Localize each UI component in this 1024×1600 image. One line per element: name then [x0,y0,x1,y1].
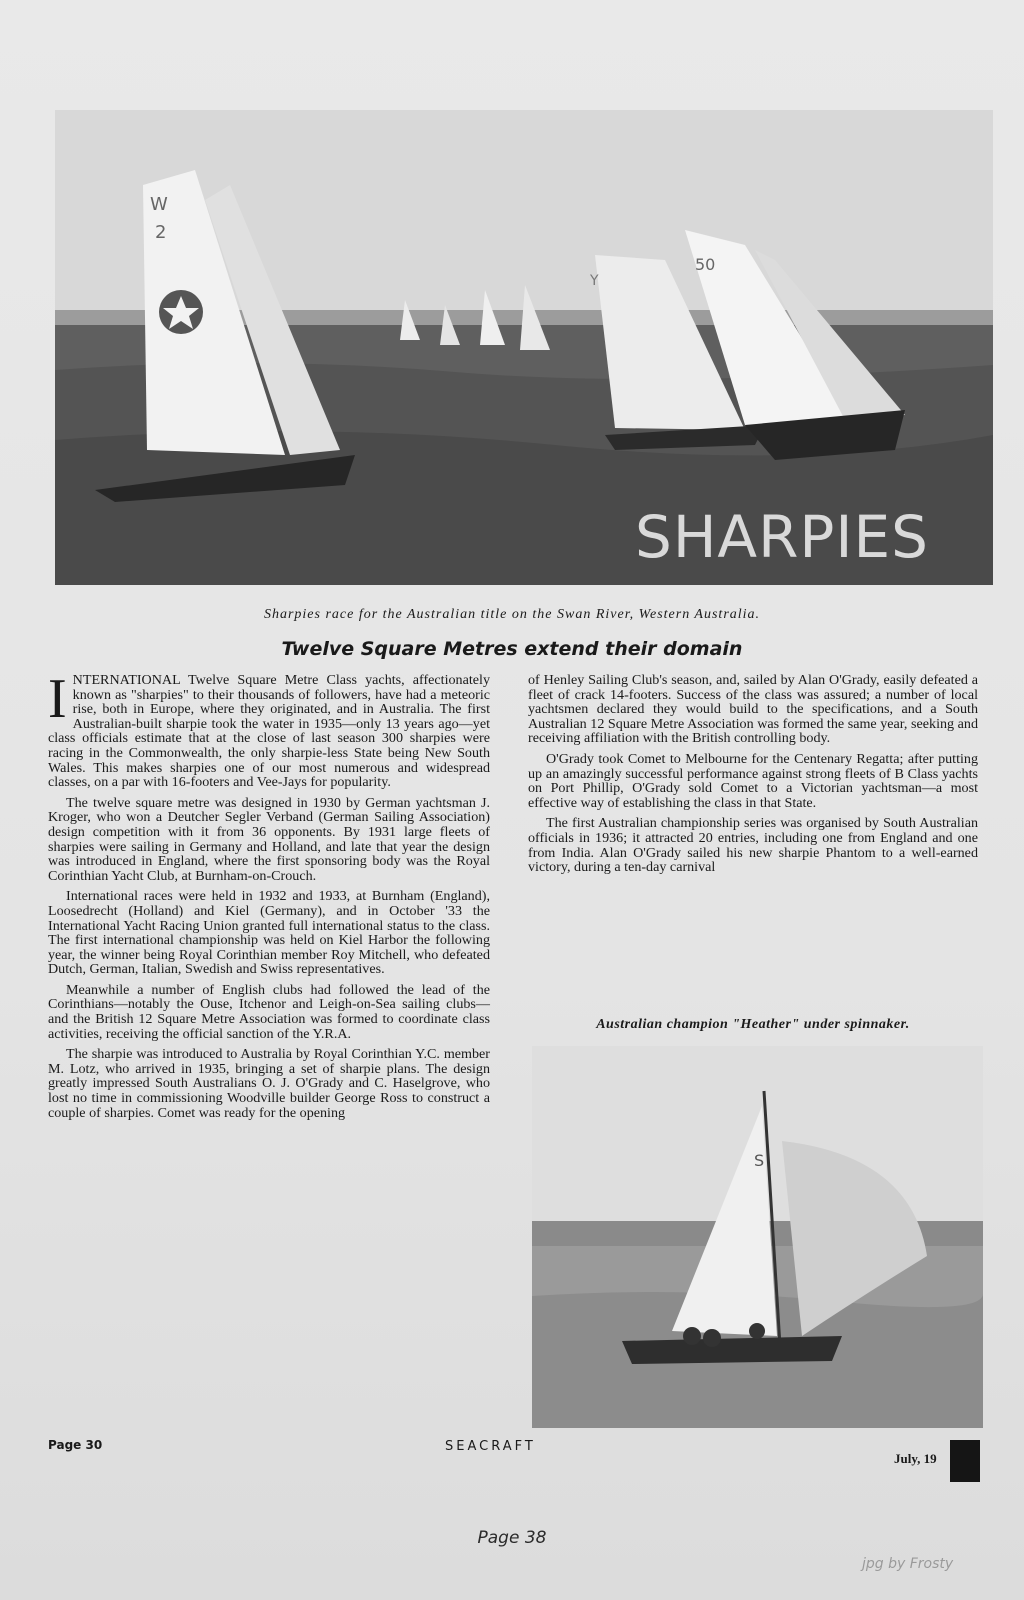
scan-page-number: Page 38 [477,1528,547,1548]
article-paragraph: The twelve square metre was designed in 1930 by German yachtsman J. Kroger, who won a Deutcher Segler Verband (German Sailing Association) design competition with it from 36 opponents. By 1931 large fleets of sharpies were sailing in Germany and Holland, and late that year the design was introduced in England, where the first sponsoring body was the Royal Corinthian Yacht Club, at Burnham-on-Crouch. [48,794,490,884]
spinnaker-photo-illustration [532,1046,983,1428]
article-paragraph [48,668,490,791]
article-paragraph: Meanwhile a number of English clubs had followed the lead of the Corinthians—notably the Ouse, Itchenor and Leigh-on-Sea sailing clubs—and the British 12 Square Metre Association was formed to coordinate class activities, receiving the official sanction of the Y.R.A. [48,981,490,1042]
sharpies-race-photo [55,110,993,585]
article-paragraph: International races were held in 1932 and 1933, at Burnham (England), Loosedrecht (Holland) and Kiel (Germany), and in October '33 the International Yacht Racing Union granted full international status to the class. The first international championship was held on Kiel Harbor the following year, the winner being Royal Corinthian member Roy Mitchell, who defeated Dutch, German, Italian, Swedish and Swiss representatives. [48,888,490,978]
article-paragraph: The first Australian championship series was organised by South Australian officials in 1936; it attracted 20 entries, including one from England and one from India. Alan O'Grady sailed his new sharpie Phantom to a well-earned victory, during a ten-day carnival [528,815,978,876]
sail-letter-s: S [754,1151,765,1170]
corner-mark [950,1440,980,1482]
heather-spinnaker-photo [532,1046,983,1428]
footer-date: July, 19 [894,1451,937,1466]
drop-cap: I [48,668,67,730]
sharpies-overlay-title: SHARPIES [635,503,929,571]
footer-magazine-name: SEACRAFT [445,1439,536,1454]
sail-letter-y: Y [590,273,599,289]
paragraph-text: NTERNATIONAL Twelve Square Metre Class yachts, affectionately known as "sharpies" to their thousands of followers, have had a meteoric rise, both in Europe, where they originated, and in Australia. The first Australian-built sharpie took the water in 1935—only 13 years ago—yet class officials estimate that at the close of last season 300 sharpies were racing in the Commonwealth, the only sharpie-less State being New South Wales. This makes sharpies one of our most numerous and widespread classes, on a par with 16-footers and Vee-Jays for popularity. [48,672,490,791]
article-paragraph: O'Grady took Comet to Melbourne for the Centenary Regatta; after putting up an amazingly successful performance against strong fleets of B Class yachts on Port Phillip, O'Grady sold Comet to a Victorian yachtsman—a most effective way of establishing the class in that State. [528,750,978,811]
article-paragraph: of Henley Sailing Club's season, and, sailed by Alan O'Grady, easily defeated a fleet of crack 14-footers. Success of the class was assured; a number of local yachtsmen declared they would build to the specifications, and a South Australian 12 Square Metre Association was formed the same year, seeking and receiving affiliation with the British controlling body. [528,672,978,747]
sail-number-2: 2 [155,222,167,243]
footer-page-label: Page 30 [48,1438,103,1452]
article-left-column [48,668,490,1126]
bottom-photo-caption: Australian champion "Heather" under spinnaker. [596,1017,910,1032]
article-right-column [528,673,978,881]
article-paragraph: The sharpie was introduced to Australia by Royal Corinthian Y.C. member M. Lotz, who arrived in 1935, bringing a set of sharpie plans. The design greatly impressed South Australians O. J. O'Grady and C. Haselgrove, who lost no time in commissioning Woodville builder George Ross to construct a couple of sharpies. Comet was ready for the opening [48,1046,490,1121]
article-headline: Twelve Square Metres extend their domain [281,638,743,660]
sail-letter-w: W [150,194,168,215]
scan-credit: jpg by Frosty [862,1556,954,1572]
sail-number-50: 50 [695,255,716,274]
top-photo-caption: Sharpies race for the Australian title on the Swan River, Western Australia. [263,607,761,622]
